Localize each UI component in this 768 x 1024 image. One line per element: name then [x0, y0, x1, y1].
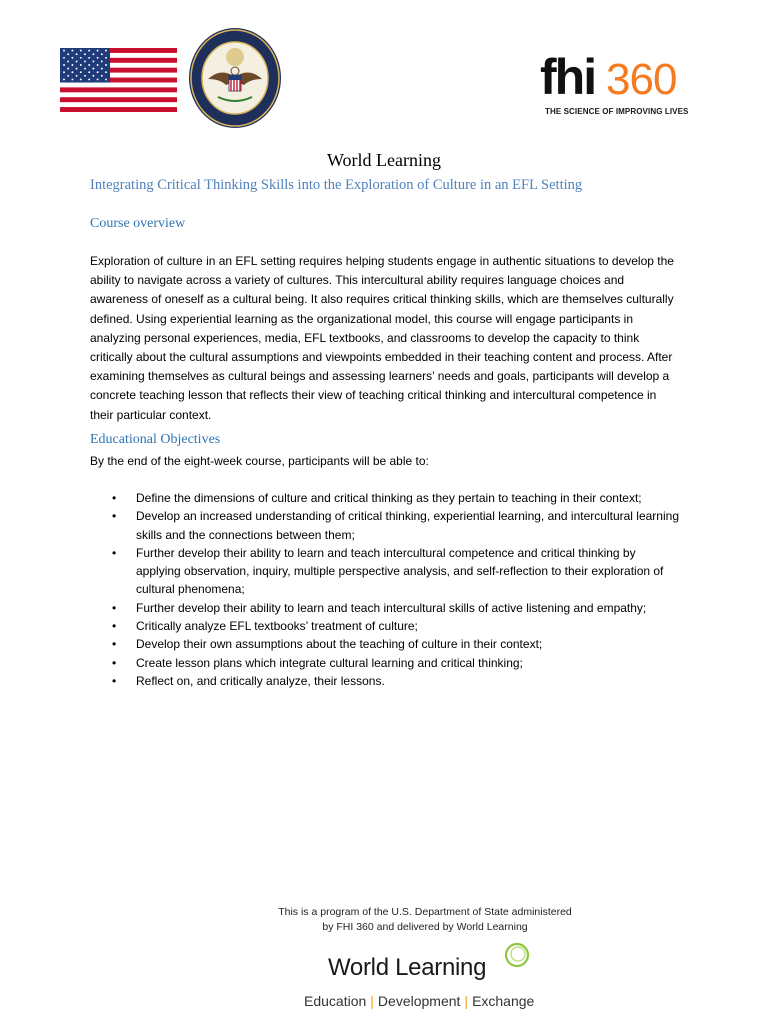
list-item-text: Critically analyze EFL textbooks’ treatment of culture; [136, 619, 418, 634]
list-item [112, 654, 682, 672]
tagline-exchange: Exchange [472, 993, 535, 1009]
list-item [112, 617, 682, 635]
document-title: World Learning [326, 150, 441, 170]
list-item [112, 635, 682, 653]
footer-line-2: by FHI 360 and delivered by World Learning [322, 921, 528, 933]
objectives-intro: By the end of the eight-week course, participants will be able to: [90, 454, 429, 468]
bullet-icon: • [112, 509, 117, 524]
footer-note [230, 905, 620, 935]
list-item [112, 489, 682, 507]
list-item [112, 507, 682, 544]
world-learning-logo [300, 940, 560, 1020]
list-item [112, 672, 682, 690]
list-item-text: Reflect on, and critically analyze, their lessons. [136, 673, 385, 688]
bullet-icon: • [112, 600, 117, 615]
bullet-icon: • [112, 619, 117, 634]
bullet-icon: • [112, 673, 117, 688]
educational-objectives-heading: Educational Objectives [90, 432, 221, 447]
ring-icon [502, 940, 532, 970]
bullet-icon: • [112, 637, 117, 652]
department-of-state-seal-icon [188, 27, 282, 129]
list-item [112, 599, 682, 617]
list-item-text: Develop an increased understanding of critical thinking, experiential learning, and intercultural learning skills and the connections between them; [136, 509, 679, 542]
list-item-text: Develop their own assumptions about the teaching of culture in their context; [136, 637, 543, 652]
list-item [112, 544, 682, 599]
world-learning-tagline [304, 993, 534, 1009]
us-flag-icon [60, 48, 177, 112]
svg-text:360: 360 [606, 55, 677, 104]
list-item-text: Further develop their ability to learn and teach intercultural competence and critical thinking by applying observation, inquiry, multiple perspective analysis, and self-reflection to their exploration of cultural phenomena; [136, 545, 664, 597]
tagline-separator: | [464, 993, 469, 1009]
bullet-icon: • [112, 545, 117, 560]
objectives-list [112, 489, 682, 690]
bullet-icon: • [112, 491, 117, 505]
list-item-text: Create lesson plans which integrate cultural learning and critical thinking; [136, 655, 523, 670]
tagline-separator: | [370, 993, 374, 1009]
course-overview-paragraph: Exploration of culture in an EFL setting requires helping students engage in authentic situations to develop the ability to navigate across a variety of cultures. This intercultural ability requires language choices and awareness of oneself as a cultural being. It also requires critical thinking skills, which are themselves culturally defined. Using experiential learning as the organizational model, this course will engage participants in analyzing personal experiences, media, EFL textbooks, and classrooms to develop the capacity to think critically about the cultural assumptions and viewpoints embedded in their teaching content and process. After examining themselves as cultural beings and assessing learners’ needs and goals, participants will develop a concrete teaching lesson that reflects their view of teaching critical thinking and intercultural competence in their particular context. [90, 254, 674, 422]
list-item-text: Define the dimensions of culture and critical thinking as they pertain to teaching in their context; [136, 491, 642, 505]
course-subtitle: Integrating Critical Thinking Skills into the Exploration of Culture in an EFL Setting [90, 177, 583, 193]
footer-line-1: This is a program of the U.S. Department of State administered [278, 906, 572, 918]
fhi360-logo [540, 46, 690, 120]
world-learning-logo-name: World Learning [328, 954, 487, 981]
tagline-development: Development [377, 993, 461, 1009]
course-overview-heading: Course overview [90, 216, 186, 231]
bullet-icon: • [112, 655, 117, 670]
svg-text:fhi: fhi [540, 49, 596, 104]
tagline-education: Education [304, 993, 367, 1009]
list-item-text: Further develop their ability to learn and teach intercultural skills of active listening and empathy; [136, 600, 647, 615]
fhi-tagline: THE SCIENCE OF IMPROVING LIVES [545, 107, 689, 116]
